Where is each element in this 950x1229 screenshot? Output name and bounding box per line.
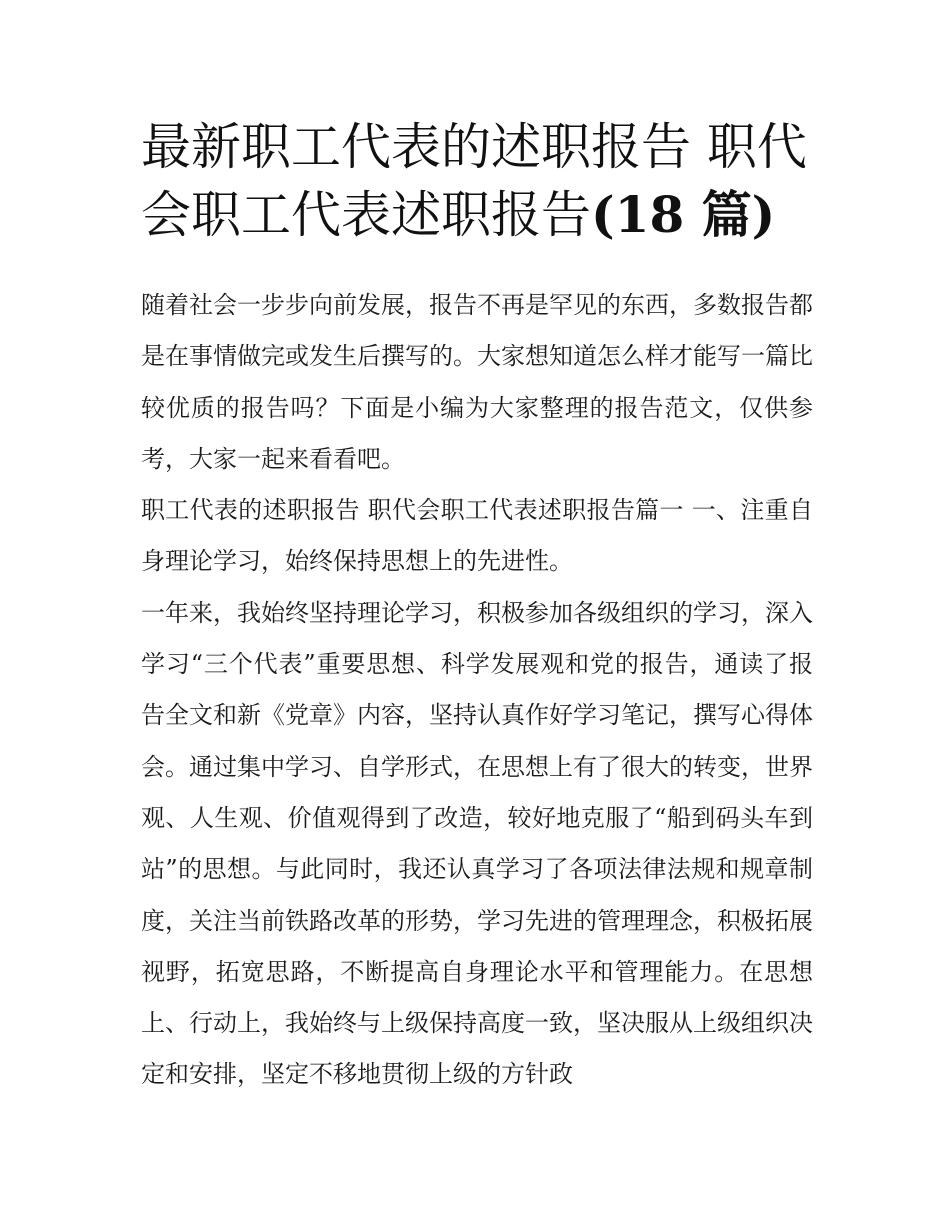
intro-paragraph: 随着社会一步步向前发展，报告不再是罕见的东西，多数报告都是在事情做完或发生后撰写的。大家想知道怎么样才能写一篇比较优质的报告吗？下面是小编为大家整理的报告范文，仅供参考，大家一起来看看吧。	[141, 291, 813, 473]
body-paragraph: 一年来，我始终坚持理论学习，积极参加各级组织的学习，深入学习“三个代表”重要思想、科学发展观和党的报告，通读了报告全文和新《党章》内容，坚持认真作好学习笔记，撰写心得体会。通过集中学习、自学形式，在思想上有了很大的转变，世界观、人生观、价值观得到了改造，较好地克服了“船到码头车到站”的思想。与此同时，我还认真学习了各项法律法规和规章制度，关注当前铁路改革的形势，学习先进的管理理念，积极拓展视野，拓宽思路，不断提高自身理论水平和管理能力。在思想上、行动上，我始终与上级保持高度一致，坚决服从上级组织决定和安排，坚定不移地贯彻上级的方针政	[141, 598, 813, 1089]
page-title	[141, 113, 821, 249]
title-text: 最新职工代表的述职报告 职代会职工代表述职报告	[141, 118, 807, 244]
title-count: (18 篇)	[591, 185, 776, 244]
document-body	[141, 280, 813, 1101]
section-heading-paragraph: 职工代表的述职报告 职代会职工代表述职报告篇一 一、注重自身理论学习，始终保持思想上的先进性。	[141, 496, 813, 576]
